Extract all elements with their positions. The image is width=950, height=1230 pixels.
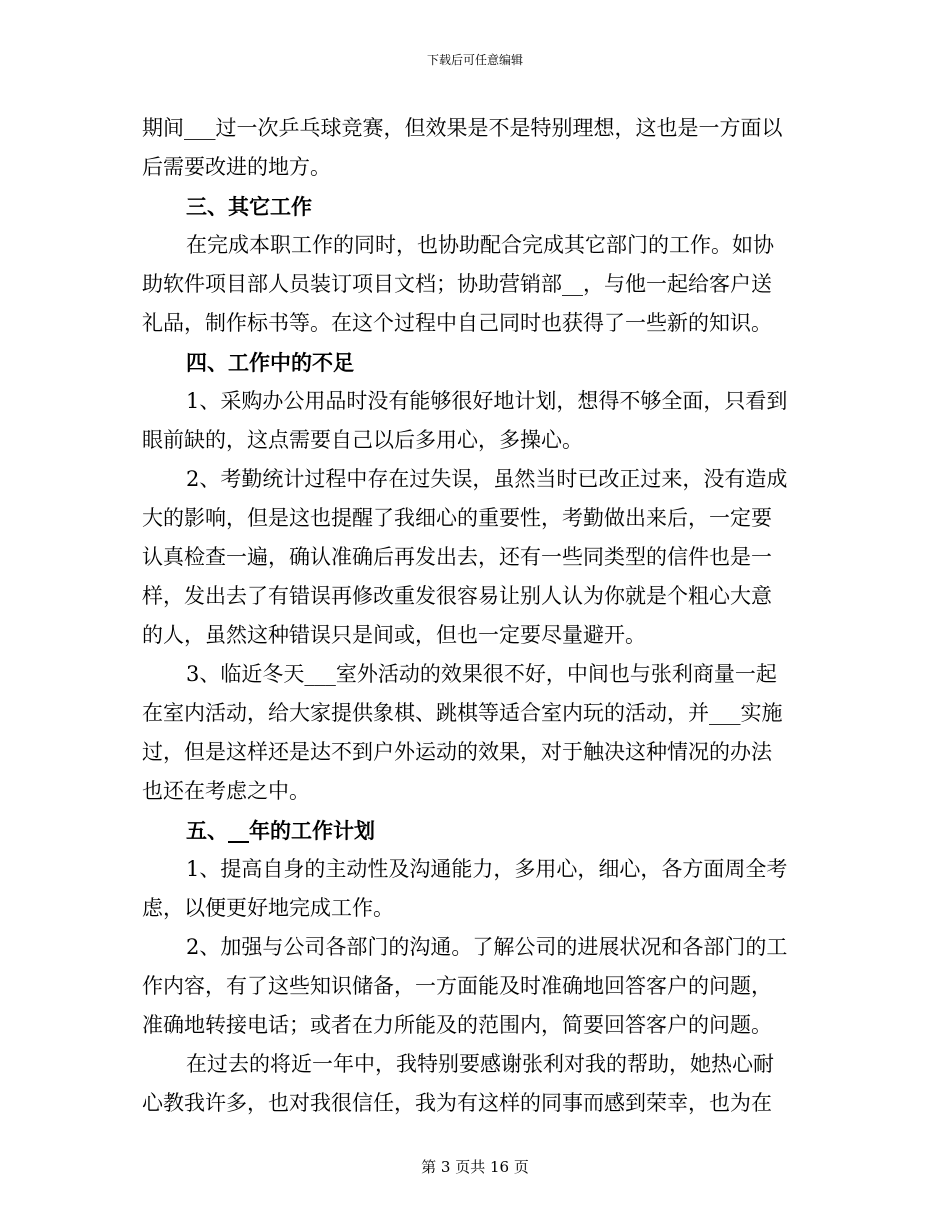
body-text-line: 准确地转接电话；或者在力所能及的范围内，简要回答客户的问题。 [142, 1013, 772, 1037]
body-text-line: 过，但是这样还是达不到户外运动的效果，对于触决这种情况的办法 [142, 740, 772, 764]
body-text-line: 心教我许多，也对我很信任，我为有这样的同事而感到荣幸，也为在 [142, 1091, 772, 1115]
section-heading: 三、其它工作 [186, 194, 312, 219]
body-text-line: 样，发出去了有错误再修改重发很容易让别人认为你就是个粗心大意 [142, 584, 772, 608]
body-text-line: 后需要改进的地方。 [142, 155, 331, 179]
body-text-line: 1、采购办公用品时没有能够很好地计划，想得不够全面，只看到 [186, 389, 788, 413]
body-text-line: 作内容，有了这些知识储备，一方面能及时准确地回答客户的问题， [142, 974, 772, 998]
body-text-line: 2、加强与公司各部门的沟通。了解公司的进展状况和各部门的工 [186, 935, 788, 959]
body-text-line: 礼品，制作标书等。在这个过程中自己同时也获得了一些新的知识。 [142, 311, 772, 335]
section-heading: 四、工作中的不足 [186, 350, 354, 375]
page-footer: 第 3 页共 16 页 [421, 1158, 529, 1176]
body-text-line: 的人，虽然这种错误只是间或，但也一定要尽量避开。 [142, 623, 646, 647]
body-text-line: 在室内活动，给大家提供象棋、跳棋等适合室内玩的活动，并___实施 [142, 701, 783, 725]
body-text-line: 认真检查一遍，确认准确后再发出去，还有一些同类型的信件也是一 [142, 545, 772, 569]
body-text-line: 虑，以便更好地完成工作。 [142, 896, 394, 920]
body-text-line: 期间___过一次乒乓球竞赛，但效果是不是特别理想，这也是一方面以 [142, 116, 783, 140]
body-text-line: 眼前缺的，这点需要自己以后多用心，多操心。 [142, 428, 583, 452]
body-text-line: 在完成本职工作的同时，也协助配合完成其它部门的工作。如协 [186, 233, 774, 257]
page-header: 下载后可任意编辑 [426, 53, 523, 67]
body-text-line: 助软件项目部人员装订项目文档；协助营销部__，与他一起给客户送 [142, 272, 772, 296]
document-body [142, 109, 814, 1123]
body-text-line: 1、提高自身的主动性及沟通能力，多用心，细心，各方面周全考 [186, 857, 788, 881]
body-text-line: 也还在考虑之中。 [142, 779, 310, 803]
body-text-line: 在过去的将近一年中，我特别要感谢张利对我的帮助，她热心耐 [186, 1052, 774, 1076]
body-text-line: 2、考勤统计过程中存在过失误，虽然当时已改正过来，没有造成 [186, 467, 788, 491]
body-text-line: 大的影响，但是这也提醒了我细心的重要性，考勤做出来后，一定要 [142, 506, 772, 530]
body-text-line: 3、临近冬天___室外活动的效果很不好，中间也与张利商量一起 [186, 662, 777, 686]
section-heading: 五、__年的工作计划 [186, 818, 375, 843]
